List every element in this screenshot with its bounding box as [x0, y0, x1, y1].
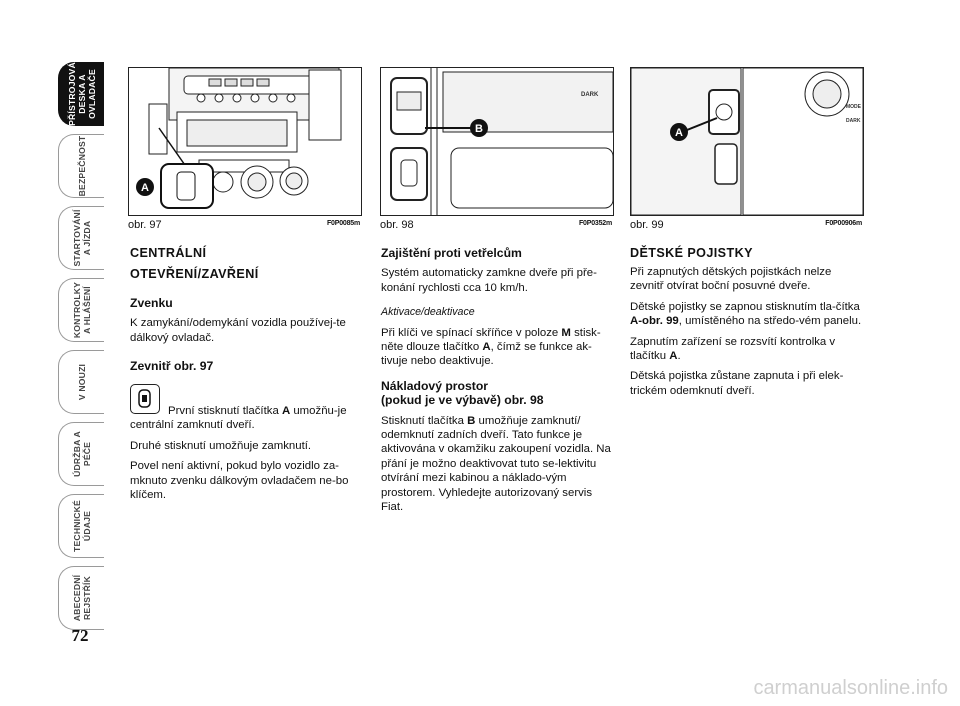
tab-technicke-udaje[interactable]: TECHNICKÉ ÚDAJE	[58, 494, 104, 558]
figure-98	[380, 67, 614, 216]
svg-text:MODE: MODE	[846, 104, 861, 110]
figure-97	[128, 67, 362, 216]
column-anti-intruder	[381, 246, 613, 521]
column-central-locking	[130, 246, 362, 508]
paragraph-cargo: Stisknutí tlačítka B umožňuje zamknutí/ odemknutí zadních dveří. Tato funkce je aktivována v okamžiku zakoupení vozidla. Na přání je možno deaktivovat tuto se-lektivitu otvírání mezi kabinou a náklado-vým prostorem. Vyhledejte autorizovaný servis Fiat.	[381, 414, 611, 514]
subheading-activation: Aktivace/deaktivace	[381, 306, 475, 319]
subheading-cargo-2: (pokud je ve výbavě) obr. 98	[381, 393, 544, 408]
dashboard-console-illustration	[129, 68, 361, 215]
figure-99-code: F0P00906m	[825, 220, 862, 227]
paragraph-activation: Při klíči ve spínací skříňce v poloze M stisk-něte dlouze tlačítko A, čímž se funkce ak-tivuje nebo deaktivuje.	[381, 326, 601, 368]
figure-97-code: F0P0085m	[326, 220, 360, 227]
figure-97-label: obr. 97	[128, 219, 162, 231]
paragraph-child-locks-2: Dětské pojistky se zapnou stisknutím tla-čítka A-obr. 99, umístěného na středo-vém panelu.	[630, 300, 862, 328]
svg-text:DARK: DARK	[581, 92, 599, 98]
watermark: carmanualsonline.info	[753, 677, 948, 699]
section-title-line1: CENTRÁLNÍ	[130, 246, 207, 260]
subheading-zvenku: Zvenku	[130, 296, 173, 310]
svg-text:A: A	[141, 182, 149, 194]
paragraph-child-locks-3: Zapnutím zařízení se rozsvítí kontrolka v tlačítku A.	[630, 335, 836, 363]
subheading-zevnitr: Zevnitř obr. 97	[130, 359, 214, 374]
svg-text:B: B	[475, 123, 483, 135]
subheading-anti-intruder: Zajištění proti vetřelcům	[381, 246, 522, 260]
cargo-lock-illustration	[381, 68, 613, 215]
child-lock-illustration	[631, 68, 863, 215]
figure-99-label: obr. 99	[630, 219, 664, 231]
section-title-line2: OTEVŘENÍ/ZAVŘENÍ	[130, 267, 259, 281]
column-child-locks	[630, 246, 862, 404]
paragraph-auto-lock: Systém automaticky zamkne dveře při pře-konání rychlosti cca 10 km/h.	[381, 267, 597, 294]
subheading-cargo-1: Nákladový prostor	[381, 378, 489, 393]
page-number: 72	[71, 626, 89, 645]
figure-99-caption	[630, 219, 862, 233]
paragraph-child-locks-4: Dětská pojistka zůstane zapnuta i při elek-trickém odemknutí dveří.	[630, 370, 844, 397]
lock-button-icon	[130, 384, 160, 414]
paragraph-second-press: Druhé stisknutí umožňuje zamknutí.	[130, 439, 312, 452]
tab-kontrolky[interactable]: KONTROLKY A HLÁŠENÍ	[58, 278, 104, 342]
tab-startovani[interactable]: STARTOVÁNÍ A JÍZDA	[58, 206, 104, 270]
section-title-child-locks: DĚTSKÉ POJISTKY	[630, 246, 753, 260]
tab-udrzba[interactable]: ÚDRŽBA A PÉČE	[58, 422, 104, 486]
figure-97-caption	[128, 219, 360, 233]
figure-98-caption	[380, 219, 612, 233]
svg-text:A: A	[675, 127, 683, 139]
figure-98-code: F0P0352m	[578, 220, 612, 227]
figure-99	[630, 67, 864, 216]
paragraph-zvenku: K zamykání/odemykání vozidla používej-te dálkový ovladač.	[130, 317, 346, 344]
paragraph-first-press: První stisknutí tlačítka A umožňu-je centrální zamknutí dveří.	[130, 384, 362, 433]
tab-bezpecnost[interactable]: BEZPEČNOST	[58, 134, 104, 198]
paragraph-child-locks-1: Při zapnutých dětských pojistkách nelze zevnitř otvírat boční posuvné dveře.	[630, 266, 832, 293]
paragraph-command-inactive: Povel není aktivní, pokud bylo vozidlo za-mknuto zvenku dálkovým ovladačem ne-bo klíčem.	[130, 460, 349, 502]
figure-98-label: obr. 98	[380, 219, 414, 231]
tab-v-nouzi[interactable]: V NOUZI	[58, 350, 104, 414]
tab-abecedni-rejstrik[interactable]: ABECEDNÍ REJSTŘÍK	[58, 566, 104, 630]
tab-pristrojova-deska[interactable]: PŘÍSTROJOVÁ DESKA A OVLADAČE	[58, 62, 104, 126]
svg-text:DARK: DARK	[846, 118, 861, 124]
